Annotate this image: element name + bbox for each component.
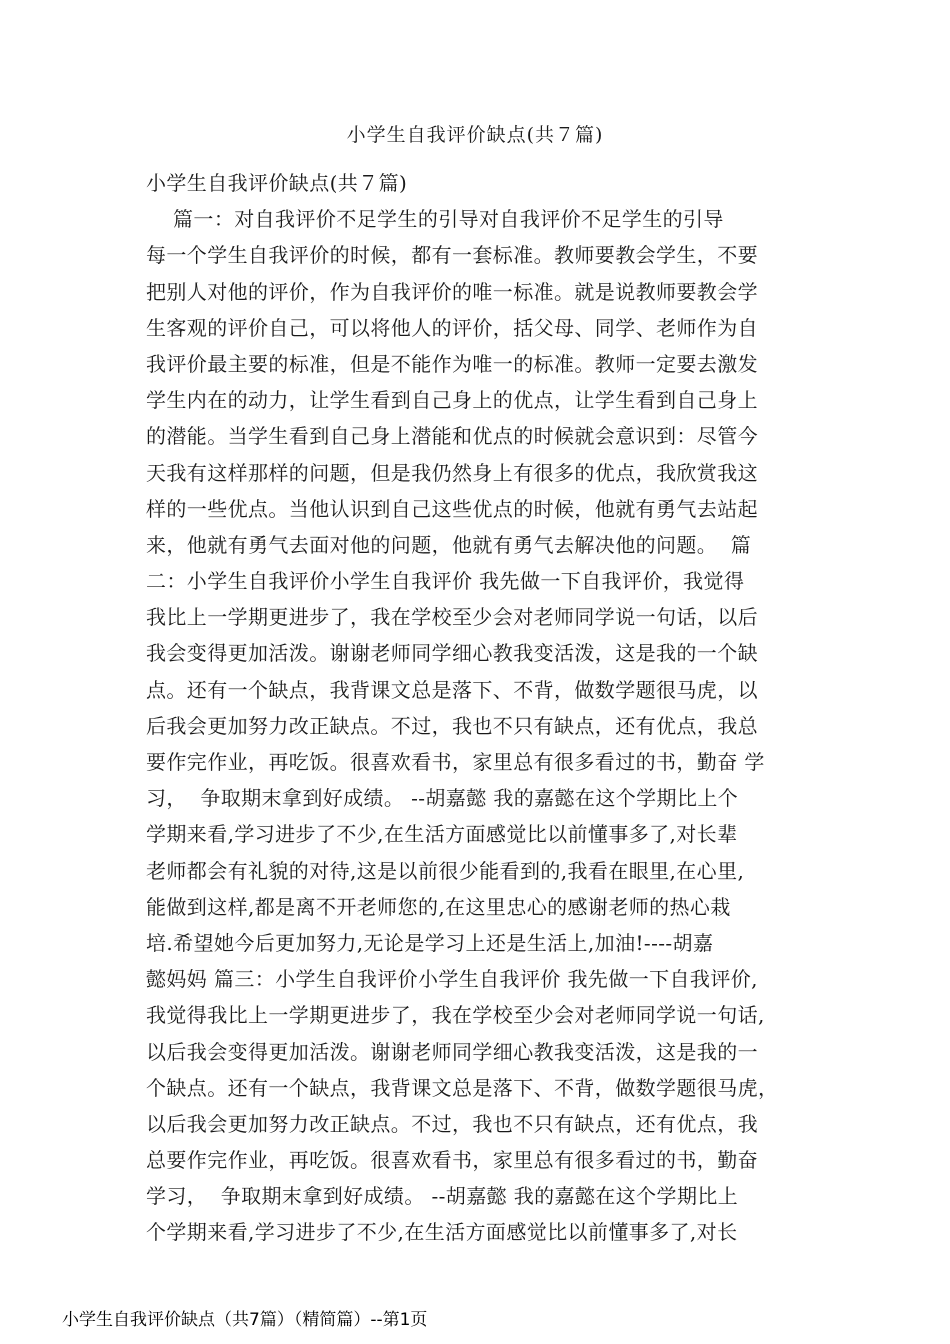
body-line: 每一个学生自我评价的时候，都有一套标准。教师要教会学生，不要: [146, 243, 758, 268]
body-line: 个缺点。还有一个缺点，我背课文总是落下、不背，做数学题很马虎，: [146, 1075, 779, 1100]
body-line: 懿妈妈 篇三：小学生自我评价小学生自我评价 我先做一下自我评价,: [146, 967, 758, 992]
page-footer: 小学生自我评价缺点（共7篇）（精简篇）--第1页: [62, 1310, 428, 1330]
body-line: 老师都会有礼貌的对待,这是以前很少能看到的,我看在眼里,在心里,: [146, 858, 745, 883]
body-line: 后我会更加努力改正缺点。不过，我也不只有缺点，还有优点，我总: [146, 713, 758, 738]
body-line: 我觉得我比上一学期更进步了，我在学校至少会对老师同学说一句话,: [146, 1003, 765, 1028]
body-line: 点。还有一个缺点，我背课文总是落下、不背，做数学题很马虎，以: [146, 677, 758, 702]
body-line: 的潜能。当学生看到自己身上潜能和优点的时候就会意识到：尽管今: [146, 424, 758, 449]
body-line: 样的一些优点。当他认识到自己这些优点的时候，他就有勇气去站起: [146, 496, 758, 521]
body-line: 学习， 争取期末拿到好成绩。 --胡嘉懿 我的嘉懿在这个学期比上: [146, 1184, 739, 1209]
body-line: 要作完作业，再吃饭。很喜欢看书，家里总有很多看过的书，勤奋 学: [146, 750, 765, 774]
body-line: 学期来看,学习进步了不少,在生活方面感觉比以前懂事多了,对长辈: [146, 822, 738, 847]
body-line: 二：小学生自我评价小学生自我评价 我先做一下自我评价，我觉得: [146, 569, 745, 594]
body-line: 天我有这样那样的问题，但是我仍然身上有很多的优点，我欣赏我这: [146, 460, 758, 485]
body-line: 我比上一学期更进步了，我在学校至少会对老师同学说一句话，以后: [146, 605, 758, 630]
body-line: 篇一：对自我评价不足学生的引导对自我评价不足学生的引导: [146, 207, 724, 232]
body-line: 小学生自我评价缺点(共７篇): [146, 171, 408, 195]
body-line: 习， 争取期末拿到好成绩。 --胡嘉懿 我的嘉懿在这个学期比上个: [146, 786, 739, 811]
body-line: 生客观的评价自己，可以将他人的评价，括父母、同学、老师作为自: [146, 315, 758, 340]
document-title: 小学生自我评价缺点(共７篇): [346, 124, 604, 146]
body-line: 以后我会更加努力改正缺点。不过，我也不只有缺点，还有优点，我: [146, 1111, 758, 1136]
body-line: 个学期来看,学习进步了不少,在生活方面感觉比以前懂事多了,对长: [146, 1220, 738, 1245]
body-line: 我评价最主要的标准，但是不能作为唯一的标准。教师一定要去激发: [146, 351, 758, 376]
body-line: 把别人对他的评价，作为自我评价的唯一标准。就是说教师要教会学: [146, 279, 758, 304]
body-line: 总要作完作业，再吃饭。很喜欢看书，家里总有很多看过的书，勤奋: [146, 1148, 758, 1173]
body-line: 来，他就有勇气去面对他的问题，他就有勇气去解决他的问题。 篇: [146, 532, 752, 557]
body-line: 能做到这样,都是离不开老师您的,在这里忠心的感谢老师的热心栽: [146, 894, 731, 919]
body-line: 以后我会变得更加活泼。谢谢老师同学细心教我变活泼，这是我的一: [146, 1039, 758, 1064]
document-body: [146, 165, 826, 1251]
body-line: 培.希望她今后更加努力,无论是学习上还是生活上,加油!----胡嘉: [146, 930, 714, 955]
body-line: 学生内在的动力，让学生看到自己身上的优点，让学生看到自己身上: [146, 388, 758, 413]
body-line: 我会变得更加活泼。谢谢老师同学细心教我变活泼，这是我的一个缺: [146, 641, 758, 666]
